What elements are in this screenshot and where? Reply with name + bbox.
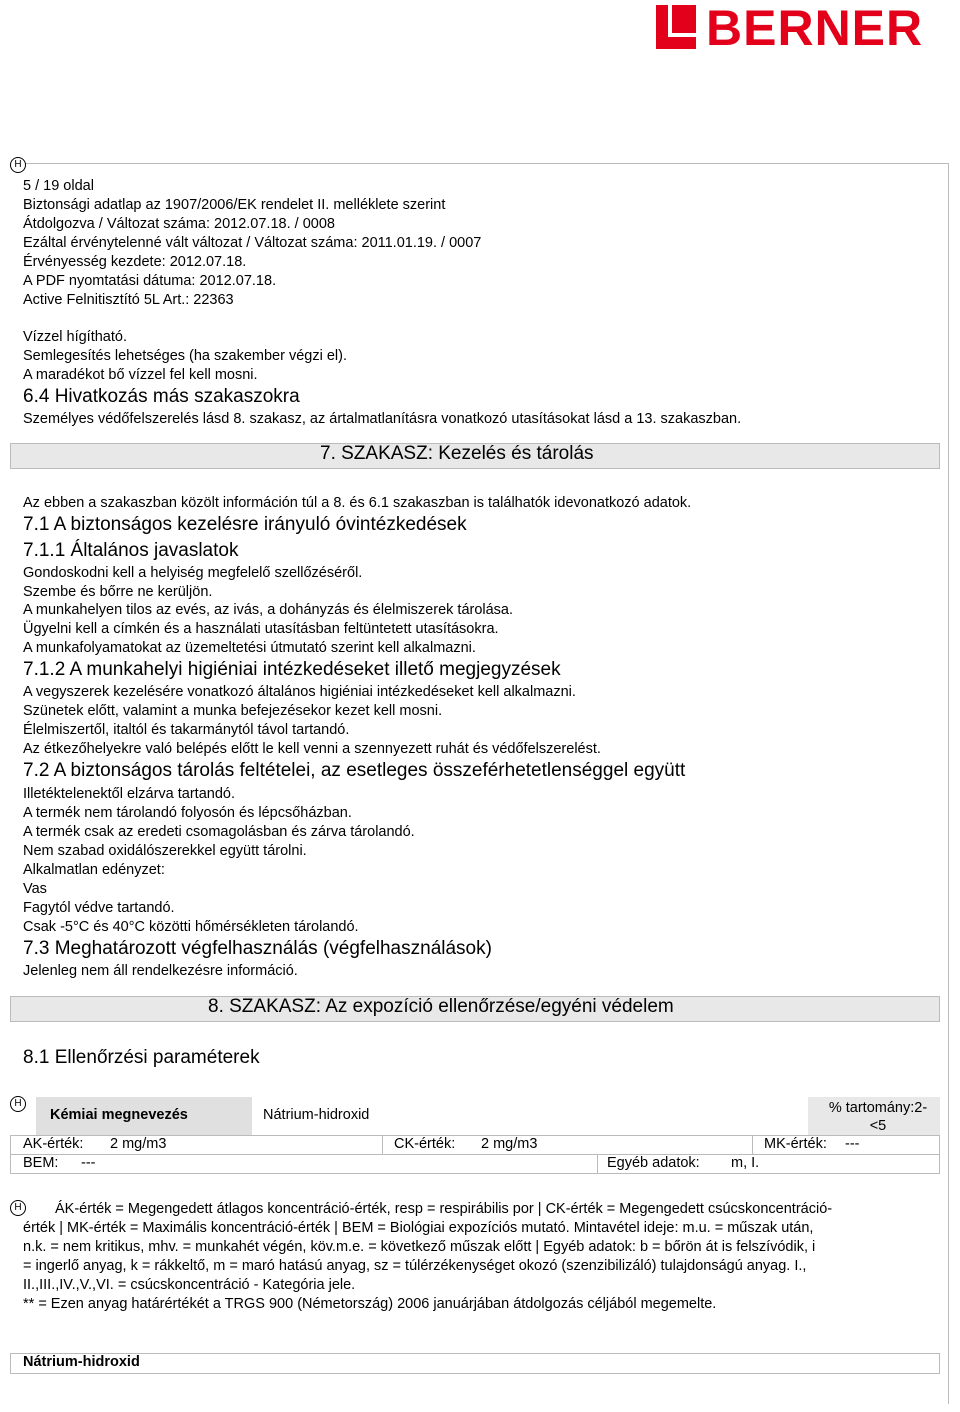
cell-divider — [752, 1136, 753, 1154]
substance-box — [10, 1353, 940, 1374]
header-line: Active Felnitisztító 5L Art.: 22363 — [23, 292, 234, 308]
header-line: A PDF nyomtatási dátuma: 2012.07.18. — [23, 273, 277, 289]
header-line: Biztonsági adatlap az 1907/2006/EK rendelet II. melléklete szerint — [23, 197, 446, 213]
text-line: Élelmiszertől, italtól és takarmánytól távol tartandó. — [23, 722, 350, 738]
text-line: Nem szabad oxidálószerekkel együtt tárolni. — [23, 843, 307, 859]
section-7-intro: Az ebben a szakaszban közölt információn túl a 8. és 6.1 szakaszban is találhatók idevonatkozó adatok. — [23, 495, 692, 511]
heading-7-1-2: 7.1.2 A munkahelyi higiéniai intézkedéseket illető megjegyzések — [23, 659, 561, 680]
language-h-icon: H — [10, 157, 26, 173]
text-line: Ügyelni kell a címkén és a használati utasításban feltüntetett utasításokra. — [23, 621, 499, 637]
page-number: 5 / 19 oldal — [23, 178, 94, 194]
limit-row-2 — [10, 1154, 940, 1174]
ck-label: CK-érték: — [394, 1136, 456, 1152]
text-line: A maradékot bő vízzel fel kell mosni. — [23, 367, 258, 383]
heading-8-1: 8.1 Ellenőrzési paraméterek — [23, 1047, 260, 1068]
berner-logo-mark — [656, 5, 696, 49]
text-line: Szembe és bőrre ne kerüljön. — [23, 584, 213, 600]
text-line: Szünetek előtt, valamint a munka befejezésekor kezet kell mosni. — [23, 703, 443, 719]
header-line: Átdolgozva / Változat száma: 2012.07.18. / 0008 — [23, 216, 335, 232]
text-line: Személyes védőfelszerelés lásd 8. szakasz, az ártalmatlanításra vonatkozó utasításokat lásd a 13. szakaszban. — [23, 411, 742, 427]
chemical-name-header — [36, 1097, 252, 1135]
brand-name: BERNER — [706, 0, 924, 56]
table-h-icon: H — [10, 1096, 26, 1112]
text-line: Fagytól védve tartandó. — [23, 900, 175, 916]
ak-value: 2 mg/m3 — [110, 1136, 167, 1152]
legend-line: = ingerlő anyag, k = rákkeltő, m = maró hatású anyag, sz = túlérzékenységet okozó (szenzibilizáló) tulajdonságú anyag. I., — [23, 1258, 807, 1274]
bem-label: BEM: — [23, 1155, 59, 1171]
range-value: % tartomány:2-<5 — [828, 1100, 928, 1134]
section-8-title: 8. SZAKASZ: Az expozíció ellenőrzése/egyéni védelem — [208, 996, 674, 1017]
limit-row-1 — [10, 1135, 940, 1155]
bem-value: --- — [81, 1155, 96, 1171]
chemical-name-value: Nátrium-hidroxid — [263, 1107, 370, 1123]
legend-line: II.,III.,IV.,V.,VI. = csúcskoncentráció - Kategória jele. — [23, 1277, 356, 1293]
text-line: A termék csak az eredeti csomagolásban és zárva tárolandó. — [23, 824, 415, 840]
chemical-name-label: Kémiai megnevezés — [50, 1107, 188, 1123]
text-line: Alkalmatlan edényzet: — [23, 862, 165, 878]
egyeb-value: m, I. — [731, 1155, 760, 1171]
mk-label: MK-érték: — [764, 1136, 827, 1152]
legend-line: ** = Ezen anyag határértékét a TRGS 900 (Németország) 2006 januárjában átdolgozás céljából megemelte. — [23, 1296, 717, 1312]
cell-divider — [597, 1155, 598, 1173]
heading-7-3: 7.3 Meghatározott végfelhasználás (végfelhasználások) — [23, 938, 492, 959]
text-line: Vas — [23, 881, 47, 897]
cell-divider — [382, 1136, 383, 1154]
text-line: A termék nem tárolandó folyosón és lépcsőházban. — [23, 805, 352, 821]
text-line: Az étkezőhelyekre való belépés előtt le kell venni a szennyezett ruhát és védőfelszerelést. — [23, 741, 601, 757]
egyeb-label: Egyéb adatok: — [607, 1155, 700, 1171]
heading-7-1-1: 7.1.1 Általános javaslatok — [23, 540, 239, 561]
substance-name: Nátrium-hidroxid — [23, 1354, 140, 1370]
text-line: A vegyszerek kezelésére vonatkozó általános higiéniai intézkedéseket kell alkalmazni. — [23, 684, 576, 700]
text-line: Vízzel hígítható. — [23, 329, 127, 345]
header-line: Érvényesség kezdete: 2012.07.18. — [23, 254, 247, 270]
text-line: A munkahelyen tilos az evés, az ivás, a dohányzás és élelmiszerek tárolása. — [23, 602, 514, 618]
section-7-bar — [10, 443, 940, 469]
heading-6-4: 6.4 Hivatkozás más szakaszokra — [23, 386, 300, 407]
heading-7-1: 7.1 A biztonságos kezelésre irányuló óvintézkedések — [23, 514, 467, 535]
text-line: Csak -5°C és 40°C közötti hőmérsékleten tárolandó. — [23, 919, 359, 935]
range-header — [808, 1097, 940, 1135]
legend-line: n.k. = nem kritikus, mhv. = munkahét végén, köv.m.e. = következő műszak előtt | Egyéb adatok: b = bőrön át is felszívódik, i — [23, 1239, 816, 1255]
legend-line: ÁK-érték = Megengedett átlagos koncentráció-érték, resp = respirábilis por | CK-érték = Megengedett csúcskoncentráció- — [55, 1201, 833, 1217]
text-line: Jelenleg nem áll rendelkezésre információ. — [23, 963, 298, 979]
heading-7-2: 7.2 A biztonságos tárolás feltételei, az esetleges összeférhetetlenséggel együtt — [23, 760, 686, 781]
ck-value: 2 mg/m3 — [481, 1136, 538, 1152]
mk-value: --- — [845, 1136, 860, 1152]
header-line: Ezáltal érvénytelenné vált változat / Változat száma: 2011.01.19. / 0007 — [23, 235, 482, 251]
text-line: Illetéktelenektől elzárva tartandó. — [23, 786, 235, 802]
legend-h-icon: H — [10, 1200, 26, 1216]
text-line: Semlegesítés lehetséges (ha szakember végzi el). — [23, 348, 347, 364]
legend-line: érték | MK-érték = Maximális koncentráció-érték | BEM = Biológiai expozíciós mutató. Mintavétel ideje: m.u. = műszak után, — [23, 1220, 814, 1236]
section-7-title: 7. SZAKASZ: Kezelés és tárolás — [320, 443, 594, 464]
ak-label: AK-érték: — [23, 1136, 84, 1152]
text-line: Gondoskodni kell a helyiség megfelelő szellőzéséről. — [23, 565, 363, 581]
text-line: A munkafolyamatokat az üzemeltetési útmutató szerint kell alkalmazni. — [23, 640, 476, 656]
section-8-bar — [10, 996, 940, 1022]
